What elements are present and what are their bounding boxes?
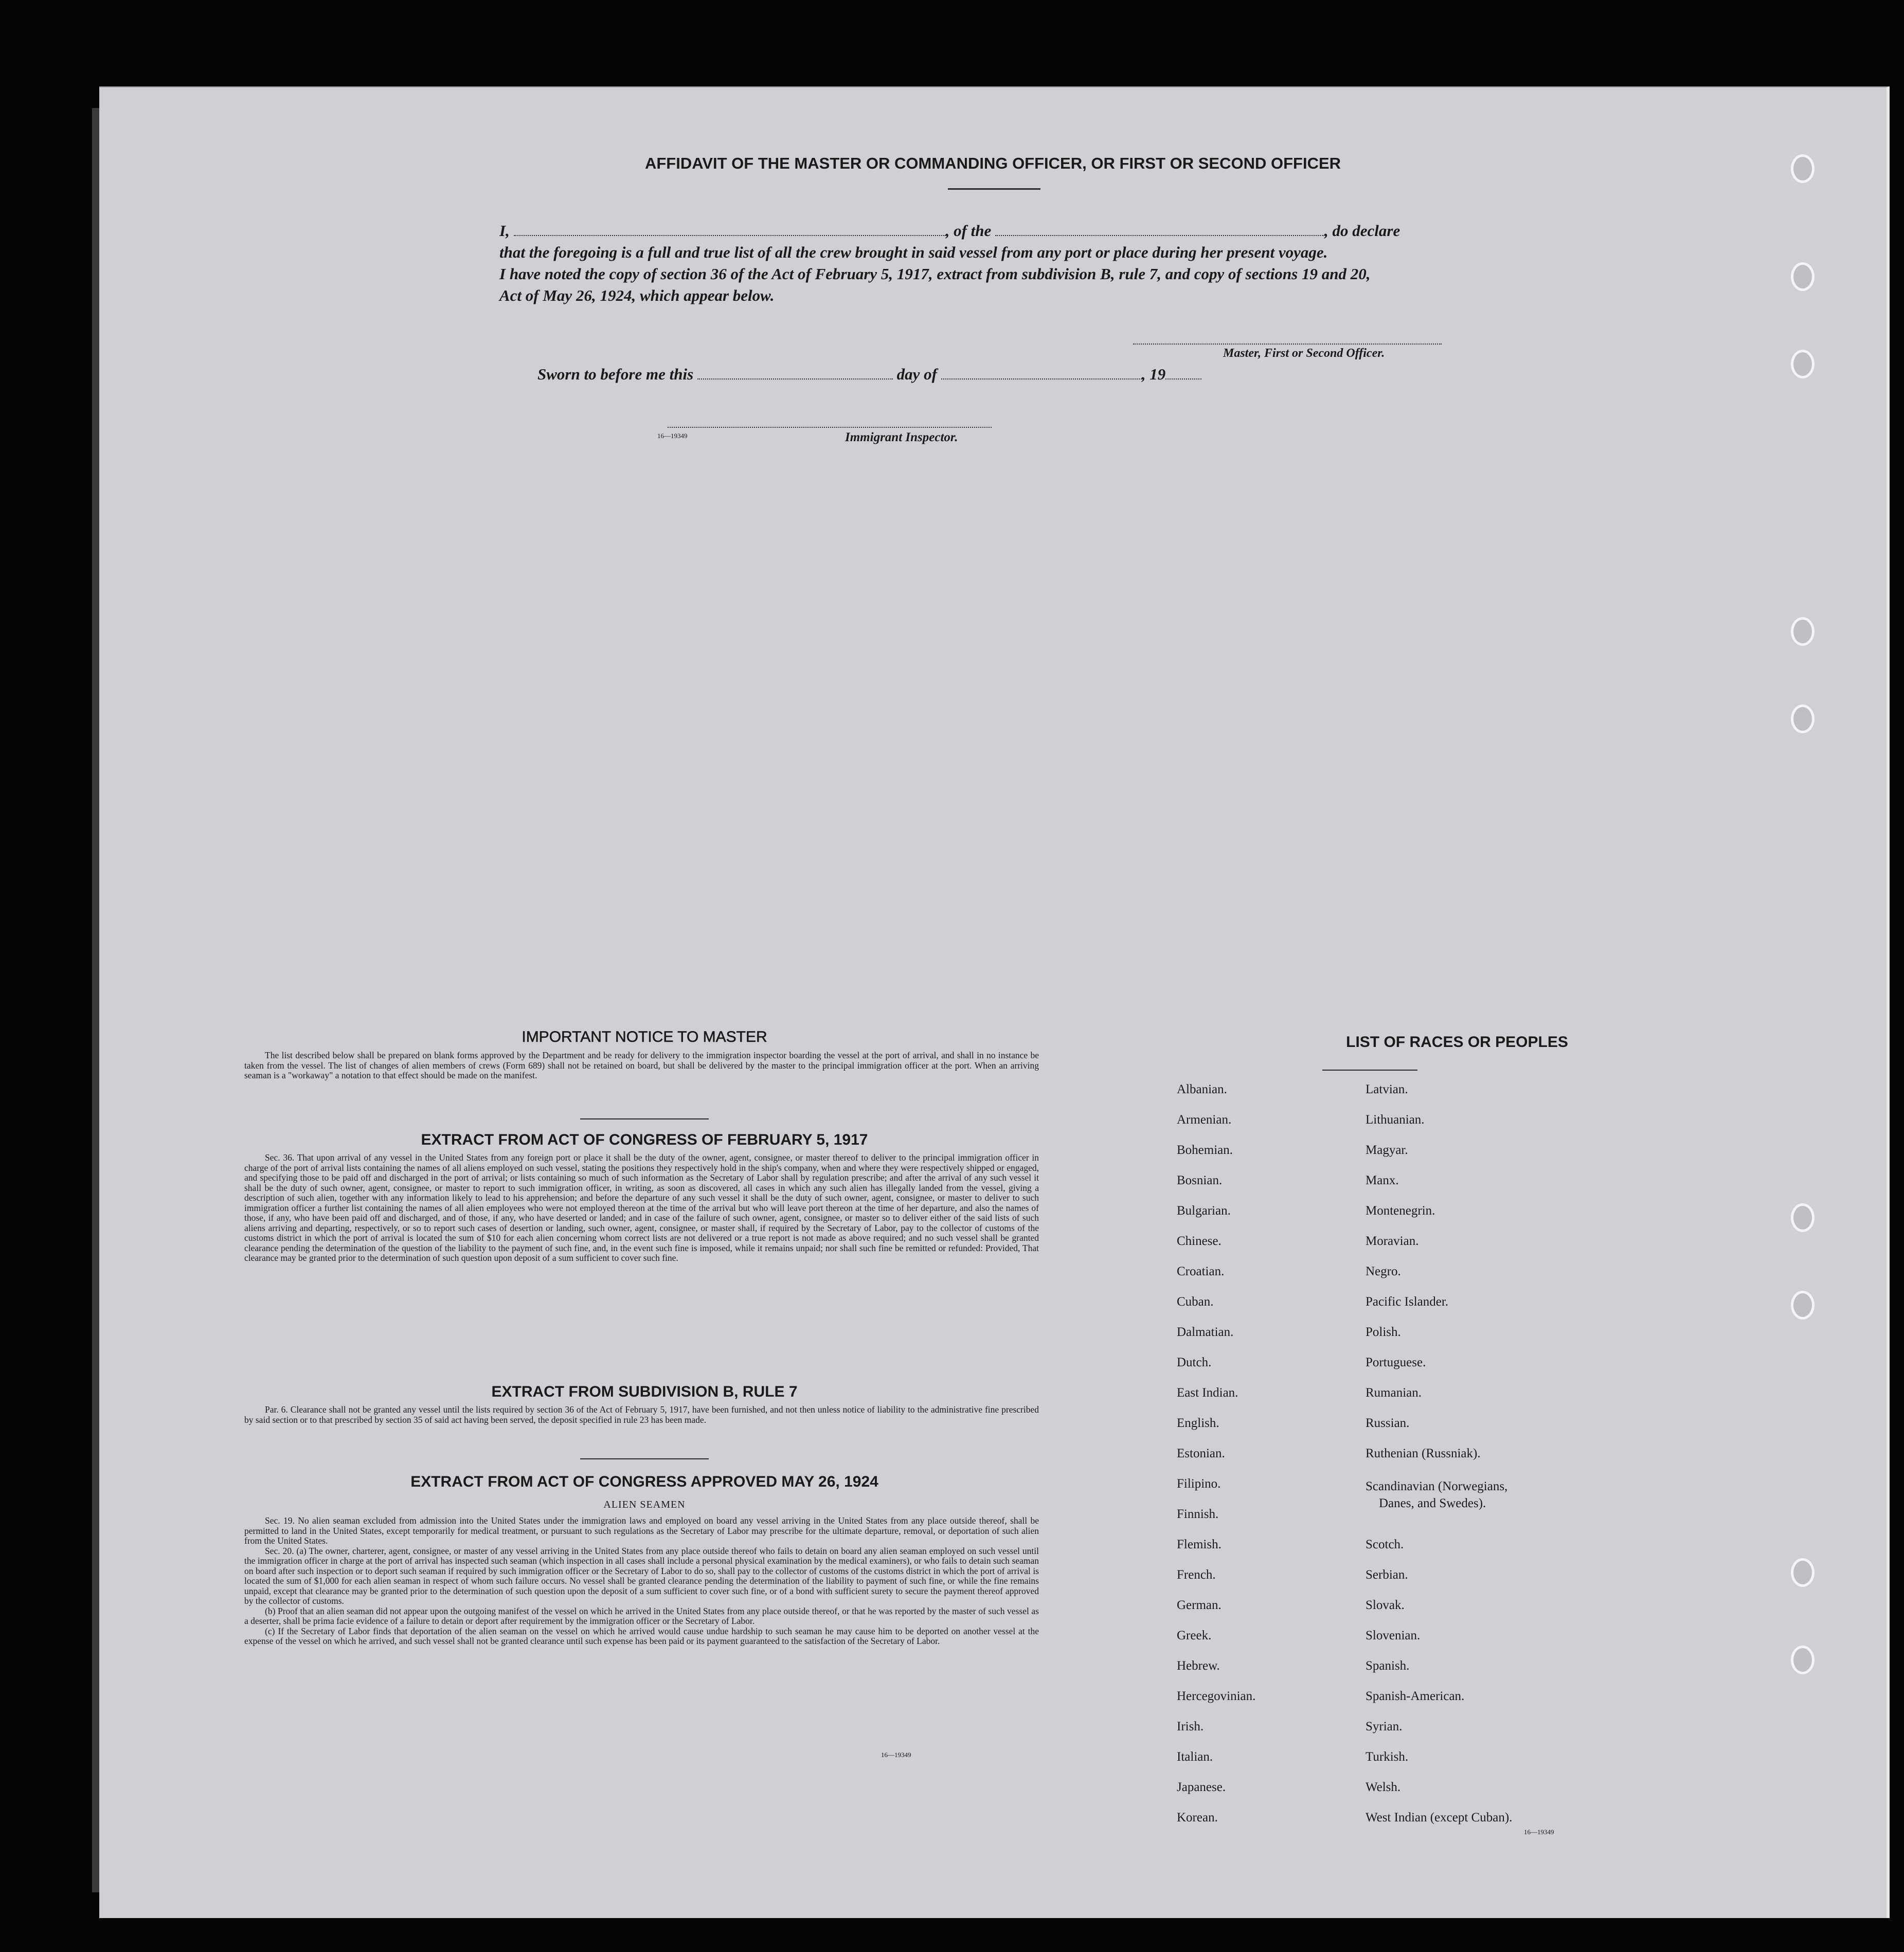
races-title: LIST OF RACES OR PEOPLES [1346, 1034, 1568, 1051]
affidavit-line-4: Act of May 26, 1924, which appear below. [499, 286, 775, 304]
race-item: Cuban. [1177, 1295, 1214, 1309]
race-item: Danes, and Swedes). [1379, 1496, 1486, 1510]
race-item: Pacific Islander. [1366, 1295, 1449, 1309]
vessel-blank[interactable] [995, 223, 1324, 236]
race-item: Dalmatian. [1177, 1325, 1234, 1339]
race-item: Scandinavian (Norwegians, [1366, 1479, 1508, 1493]
sworn-year-blank[interactable] [1165, 366, 1201, 379]
extract-rule7-text [244, 1405, 1039, 1425]
race-item: Dutch. [1177, 1355, 1212, 1369]
race-item: Rumanian. [1366, 1386, 1422, 1400]
notice-title: IMPORTANT NOTICE TO MASTER [522, 1028, 767, 1045]
sec-20b-paragraph: (b) Proof that an alien seaman did not appear upon the outgoing manifest of the vessel on which he arrived in the United States from any place outside thereof, or that he was reported by the master of such vessel as a deserter, shall be prima facie evidence of a failure to detain or deport after requirement by the immigration officer or the Secretary of Labor. [244, 1605, 1039, 1626]
notice-text [244, 1051, 1039, 1081]
name-blank[interactable] [514, 223, 946, 236]
race-item: Hebrew. [1177, 1659, 1220, 1673]
sec-20c-paragraph: (c) If the Secretary of Labor finds that deportation of the alien seaman on the vessel on which he arrived would cause undue hardship to such seaman he may cause him to be deported on another vessel at the expense of the vessel on which he arrived, and such vessel shall not be granted clearance until such expense has been paid or its payment guaranteed to the satisfaction of the Secretary of Labor. [244, 1625, 1039, 1646]
race-item: Spanish-American. [1366, 1689, 1465, 1703]
declare-label: , do declare [1324, 222, 1400, 240]
sec-36-paragraph: Sec. 36. That upon arrival of any vessel in the United States from any foreign port or place it shall be the duty of the owner, agent, consignee, or master thereof to deliver to the principal immigration officer in charge of the port of arrival lists containing the names of all aliens employed on such vessel, stating the positions they respectively hold in the ship's company, when and where they were respectively shipped or engaged, and specifying those to be paid off and discharged in the port of arrival; or lists containing so much of such information as the Secretary of Labor shall by regulation prescribe; and after the arrival of any such vessel it shall be the duty of such owner, agent, consignee, or master to report to such immigration officer, in writing, as soon as discovered, all cases in which any such alien has illegally landed from the vessel, giving a description of such alien, together with any information likely to lead to his apprehension; and before the departure of any such vessel it shall be the duty of such owner, agent, consignee, or master to deliver to such immigration officer a further list containing the names of all alien employees who were not employed thereon at the time of the arrival but who will leave port thereon at the time of her departure, and also the names of those, if any, who have been paid off and discharged, and of those, if any, who have deserted or landed; and in case of the failure of such owner, agent, consignee, or master so to deliver either of the said lists of such aliens arriving and departing, respectively, or so to report such cases of desertion or landing, such owner, agent, consignee, or master shall, if required by the Secretary of Labor, pay to the collector of customs of the customs district in which the port of arrival is located the sum of $10 for each alien concerning whom correct lists are not delivered or a true report is not made as above required; and no such vessel shall be granted clearance pending the determination of the question of the liability to the payment of such fine, and, in the event such fine is imposed, while it remains unpaid; nor shall such fine be remitted or refunded: Provided, That clearance may be granted prior to the determination of such question upon deposit of a sum sufficient to cover such fine. [244, 1152, 1039, 1263]
punch-hole [1791, 704, 1815, 733]
affidavit-line-2: that the foregoing is a full and true list of all the crew brought in said vessel from any port or place during her present voyage. [499, 243, 1328, 261]
inspector-signature-line[interactable] [668, 427, 992, 428]
race-item: French. [1177, 1568, 1216, 1582]
sworn-month-blank[interactable] [941, 366, 1142, 379]
year-label: , 19 [1141, 365, 1166, 383]
race-item: Moravian. [1366, 1234, 1419, 1248]
master-signature-line[interactable] [1133, 344, 1442, 345]
race-item: Welsh. [1366, 1780, 1401, 1794]
of-the-label: , of the [945, 222, 992, 240]
divider [948, 188, 1040, 190]
sworn-day-blank[interactable] [697, 366, 893, 379]
race-item: Hercegovinian. [1177, 1689, 1256, 1703]
affidavit-line-3: I have noted the copy of section 36 of the Act of February 5, 1917, extract from subdivision B, rule 7, and copy of sections 19 and 20, [499, 265, 1371, 283]
race-item: Turkish. [1366, 1750, 1409, 1764]
race-item: Armenian. [1177, 1113, 1232, 1127]
divider [1322, 1070, 1417, 1071]
race-item: Estonian. [1177, 1447, 1225, 1460]
inspector-label: Immigrant Inspector. [845, 430, 958, 444]
race-item: Bosnian. [1177, 1173, 1223, 1187]
punch-hole [1791, 1646, 1815, 1674]
divider [580, 1458, 709, 1459]
race-item: Montenegrin. [1366, 1204, 1435, 1218]
race-item: West Indian (except Cuban). [1366, 1811, 1513, 1824]
race-item: Filipino. [1177, 1477, 1221, 1491]
punch-hole [1791, 1203, 1815, 1232]
punch-hole [1791, 1291, 1815, 1320]
race-item: Croatian. [1177, 1264, 1225, 1278]
race-item: Magyar. [1366, 1143, 1408, 1157]
race-item: Polish. [1366, 1325, 1401, 1339]
race-item: Italian. [1177, 1750, 1213, 1764]
race-item: German. [1177, 1598, 1222, 1612]
race-item: Portuguese. [1366, 1355, 1426, 1369]
race-item: Greek. [1177, 1629, 1212, 1642]
punch-hole [1791, 262, 1815, 291]
form-number: 16—19349 [1524, 1828, 1554, 1836]
affidavit-text [499, 220, 1579, 306]
race-item: Spanish. [1366, 1659, 1410, 1673]
race-item: Russian. [1366, 1416, 1410, 1430]
sec-20a-paragraph: Sec. 20. (a) The owner, charterer, agent, consignee, or master of any vessel arriving in the United States from any place outside thereof who fails to detain on board any alien seaman employed on such vessel until the immigration officer in charge at the port of arrival has inspected such seaman (which inspection in all cases shall include a personal physical examination by the medical examiners), or who fails to detain such seaman on board after such inspection or to deport such seaman if required by such immigration officer or the Secretary of Labor to do so, shall pay to the collector of customs of the customs district in which the port of arrival is located the sum of $1,000 for each alien seaman in respect of whom such failure occurs. No vessel shall be granted clearance pending the determination of the liability to payment of such fine, or while the fine remains unpaid, except that clearance may be granted prior to the determination of such question upon the deposit of a sum sufficient to cover such fine, or of a bond with sufficient surety to secure the payment thereof approved by the collector of customs. [244, 1545, 1039, 1606]
extract-1924-text [244, 1516, 1039, 1647]
sec-19-paragraph: Sec. 19. No alien seaman excluded from admission into the United States under the immigration laws and employed on board any vessel arriving in the United States from any place outside thereof, shall be permitted to land in the United States, except temporarily for medical treatment, or pursuant to such regulations as the Secretary of Labor may prescribe for the ultimate departure, removal, or deportation of such alien from the United States. [244, 1515, 1039, 1546]
notice-paragraph: The list described below shall be prepared on blank forms approved by the Department and be ready for delivery to the immigration inspector boarding the vessel at the port of arrival, and shall in no instance be taken from the vessel. The list of changes of alien members of crews (Form 689) shall not be retained on board, but shall be delivered by the master to the principal immigration officer at the port. When an arriving seaman is a "workaway" a notation to that effect should be made on the manifest. [244, 1050, 1039, 1080]
race-item: Syrian. [1366, 1720, 1403, 1733]
extract-1917-title: EXTRACT FROM ACT OF CONGRESS OF FEBRUARY 5, 1917 [421, 1131, 868, 1148]
race-item: Finnish. [1177, 1507, 1219, 1521]
race-item: Latvian. [1366, 1082, 1408, 1096]
alien-seamen-subtitle: ALIEN SEAMEN [603, 1499, 686, 1510]
race-item: Irish. [1177, 1720, 1204, 1733]
affidavit-i-label: I, [499, 222, 510, 240]
race-item: Bohemian. [1177, 1143, 1233, 1157]
punch-hole [1791, 350, 1815, 378]
race-item: East Indian. [1177, 1386, 1238, 1400]
race-item: Albanian. [1177, 1082, 1227, 1096]
race-item: Negro. [1366, 1264, 1401, 1278]
race-item: Flemish. [1177, 1538, 1222, 1551]
race-item: English. [1177, 1416, 1219, 1430]
race-item: Chinese. [1177, 1234, 1222, 1248]
document-page [99, 86, 1890, 1918]
extract-1917-text [244, 1153, 1039, 1263]
affidavit-title: AFFIDAVIT OF THE MASTER OR COMMANDING OFFICER, OR FIRST OR SECOND OFFICER [644, 154, 1341, 172]
day-of-label: day of [896, 365, 937, 383]
sworn-line [537, 365, 1201, 384]
form-number: 16—19349 [881, 1751, 911, 1759]
extract-rule7-title: EXTRACT FROM SUBDIVISION B, RULE 7 [491, 1383, 798, 1400]
punch-hole [1791, 1558, 1815, 1587]
race-item: Ruthenian (Russniak). [1366, 1447, 1481, 1460]
race-item: Lithuanian. [1366, 1113, 1425, 1127]
race-item: Bulgarian. [1177, 1204, 1231, 1218]
par-6-paragraph: Par. 6. Clearance shall not be granted any vessel until the lists required by section 36 of the Act of February 5, 1917, have been furnished, and not then unless notice of liability to the administrative fine prescribed by said section or to that prescribed by section 35 of said act having been served, the deposit specified in rule 23 has been made. [244, 1404, 1039, 1425]
sworn-label: Sworn to before me this [537, 365, 694, 383]
race-item: Japanese. [1177, 1780, 1226, 1794]
master-signature-label: Master, First or Second Officer. [1223, 347, 1385, 360]
race-item: Serbian. [1366, 1568, 1408, 1582]
divider [580, 1118, 709, 1119]
race-item: Scotch. [1366, 1538, 1404, 1551]
race-item: Slovak. [1366, 1598, 1405, 1612]
race-item: Slovenian. [1366, 1629, 1421, 1642]
race-item: Manx. [1366, 1173, 1399, 1187]
extract-1924-title: EXTRACT FROM ACT OF CONGRESS APPROVED MAY 26, 1924 [410, 1473, 878, 1490]
affidavit-line-1 [499, 220, 1579, 242]
race-item: Korean. [1177, 1811, 1218, 1824]
punch-hole [1791, 617, 1815, 646]
form-number: 16—19349 [657, 432, 688, 440]
